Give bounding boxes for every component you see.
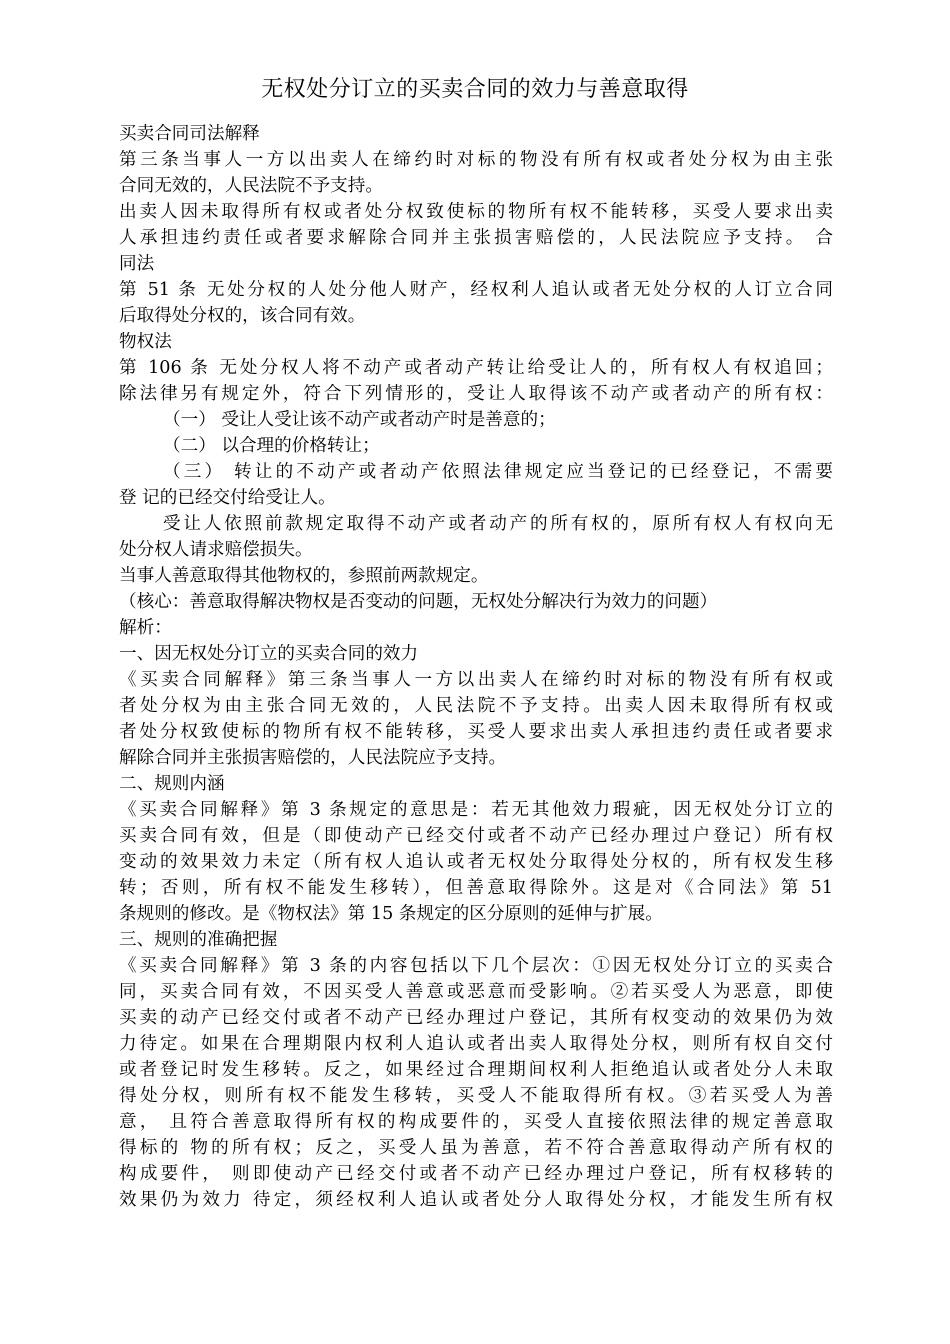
paragraph-line: 者处分权为由主张合同无效的，人民法院不予支持。出卖人因未取得所有权或 bbox=[119, 696, 833, 716]
paragraph-line: 后取得处分权的，该合同有效。 bbox=[119, 306, 366, 326]
paragraph-line: 买卖的动产已经交付或者不动产已经办理过户登记，其所有权变动的效果仍为效 bbox=[119, 1008, 833, 1028]
paragraph-line: 除法律另有规定外，符合下列情形的，受让人取得该不动产或者动产的所有权： bbox=[119, 384, 833, 404]
paragraph-line: 同，买卖合同有效，不因买受人善意或恶意而受影响。②若买受人为恶意，即使 bbox=[119, 982, 833, 1002]
paragraph-line: 第 51 条 无处分权的人处分他人财产，经权利人追认或者无处分权的人订立合同 bbox=[119, 280, 833, 300]
paragraph-line: 得处分权，则所有权不能发生移转，买受人不能取得所有权。③若买受人为善 bbox=[119, 1086, 833, 1106]
paragraph-line: 或者登记时发生移转。反之，如果经过合理期间权利人拒绝追认或者处分人未取 bbox=[119, 1060, 833, 1080]
paragraph-line: 解除合同并主张损害赔偿的，人民法院应予支持。 bbox=[119, 748, 507, 768]
paragraph-line: 构成要件， 则即使动产已经交付或者不动产已经办理过户登记，所有权移转的 bbox=[119, 1164, 833, 1184]
paragraph-line: 意， 且符合善意取得所有权的构成要件的，买受人直接依照法律的规定善意取 bbox=[119, 1112, 833, 1132]
paragraph-line: 出卖人因未取得所有权或者处分权致使标的物所有权不能转移，买受人要求出卖 bbox=[119, 202, 833, 222]
paragraph-line: 效果仍为效力 待定，须经权利人追认或者处分人取得处分权，才能发生所有权 bbox=[119, 1190, 833, 1210]
list-item: （三） 转让的不动产或者动产依照法律规定应当登记的已经登记，不需要 bbox=[163, 462, 833, 482]
paragraph-line: 当事人善意取得其他物权的，参照前两款规定。 bbox=[119, 566, 489, 586]
document-title: 无权处分订立的买卖合同的效力与善意取得 bbox=[261, 77, 689, 102]
paragraph-line: 第三条当事人一方以出卖人在缔约时对标的物没有所有权或者处分权为由主张 bbox=[119, 150, 833, 170]
list-item: （一） 受让人受让该不动产或者动产时是善意的； bbox=[163, 410, 556, 430]
paragraph-line: 者处分权致使标的物所有权不能转移，买受人要求出卖人承担违约责任或者要求 bbox=[119, 722, 833, 742]
paragraph-line: 力待定。如果在合理期限内权利人追认或者出卖人取得处分权，则所有权自交付 bbox=[119, 1034, 833, 1054]
section-heading: 解析： bbox=[119, 618, 172, 638]
list-item: （二） 以合理的价格转让； bbox=[163, 436, 380, 456]
paragraph-line: 变动的效果效力未定（所有权人追认或者无权处分取得处分权的，所有权发生移 bbox=[119, 852, 833, 872]
paragraph-line: 《买卖合同解释》第 3 条的内容包括以下几个层次：①因无权处分订立的买卖合 bbox=[119, 956, 833, 976]
section-heading: 二、规则内涵 bbox=[119, 774, 225, 794]
section-heading: 一、因无权处分订立的买卖合同的效力 bbox=[119, 644, 419, 664]
paragraph-line: 登 记的已经交付给受让人。 bbox=[119, 488, 336, 508]
section-heading: 物权法 bbox=[119, 332, 172, 352]
section-heading: 三、规则的准确把握 bbox=[119, 930, 278, 950]
paragraph-line: 《买卖合同解释》第三条当事人一方以出卖人在缔约时对标的物没有所有权或 bbox=[119, 670, 833, 690]
paragraph-line: 《买卖合同解释》第 3 条规定的意思是：若无其他效力瑕疵，因无权处分订立的 bbox=[119, 800, 833, 820]
paragraph-line: 同法 bbox=[119, 254, 155, 274]
paragraph-line: 人承担违约责任或者要求解除合同并主张损害赔偿的，人民法院应予支持。 合 bbox=[119, 228, 833, 248]
paragraph-line: 条规则的修改。是《物权法》第 15 条规定的区分原则的延伸与扩展。 bbox=[119, 904, 663, 924]
core-note: （核心：善意取得解决物权是否变动的问题，无权处分解决行为效力的问题） bbox=[119, 592, 718, 612]
paragraph-line: 得标的 物的所有权；反之，买受人虽为善意，若不符合善意取得动产所有权的 bbox=[119, 1138, 833, 1158]
paragraph-line: 第 106 条 无处分权人将不动产或者动产转让给受让人的，所有权人有权追回； bbox=[119, 358, 833, 378]
paragraph-line: 合同无效的，人民法院不予支持。 bbox=[119, 176, 383, 196]
paragraph-line: 受让人依照前款规定取得不动产或者动产的所有权的，原所有权人有权向无 bbox=[163, 514, 833, 534]
paragraph-line: 买卖合同有效，但是（即使动产已经交付或者不动产已经办理过户登记）所有权 bbox=[119, 826, 833, 846]
section-heading: 买卖合同司法解释 bbox=[119, 124, 260, 144]
paragraph-line: 转；否则，所有权不能发生移转），但善意取得除外。这是对《合同法》第 51 bbox=[119, 878, 833, 898]
paragraph-line: 处分权人请求赔偿损失。 bbox=[119, 540, 313, 560]
